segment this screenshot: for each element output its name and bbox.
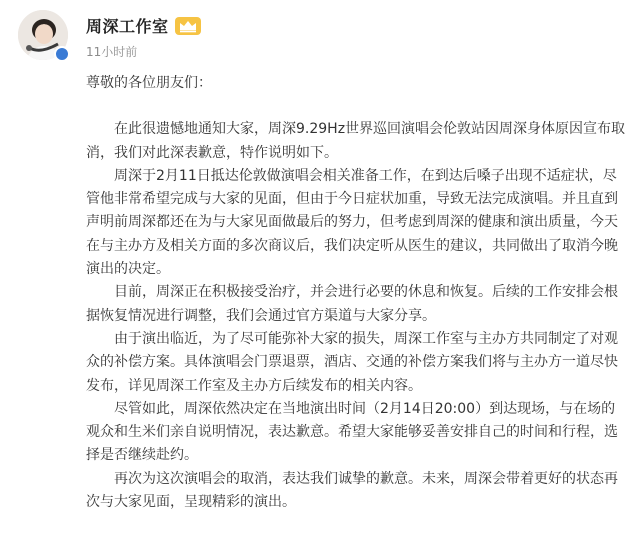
paragraph: 在此很遗憾地通知大家，周深9.29Hz世界巡回演唱会伦敦站因周深身体原因宣布取消，我们对此深表歉意，特作说明如下。 xyxy=(86,121,626,161)
post-content xyxy=(86,72,626,514)
paragraph: 尽管如此，周深依然决定在当地演出时间（2月14日20:00）到达现场，与在场的观众和生米们亲自说明情况，表达歉意。希望大家能够妥善安排自己的时间和行程，选择是否继续赴约。 xyxy=(86,400,618,464)
vip-crown-icon[interactable] xyxy=(175,17,201,35)
paragraph: 再次为这次演唱会的取消，表达我们诚挚的歉意。未来，周深会带着更好的状态再次与大家见面，呈现精彩的演出。 xyxy=(86,470,618,511)
author-name[interactable]: 周深工作室 xyxy=(86,17,169,36)
post-header xyxy=(86,14,201,60)
greeting-line: 尊敬的各位朋友们： xyxy=(86,75,212,91)
paragraph: 目前，周深正在积极接受治疗，并会进行必要的休息和恢复。后续的工作安排会根据恢复情况进行调整，我们会通过官方渠道与大家分享。 xyxy=(86,284,618,324)
paragraph: 周深于2月11日抵达伦敦做演唱会相关准备工作，在到达后嗓子出现不适症状，尽管他非常希望完成与大家的见面，但由于今日症状加重，导致无法完成演唱。并且直到声明前周深都还在为与大家见面做最后的努力，但考虑到周深的健康和演出质量，今天在与主办方及相关方面的多次商议后，我们决定听从医生的建议，共同做出了取消今晚演出的决定。 xyxy=(86,167,618,278)
verified-badge-icon xyxy=(54,46,70,62)
paragraph: 由于演出临近，为了尽可能弥补大家的损失，周深工作室与主办方共同制定了对观众的补偿方案。具体演唱会门票退票，酒店、交通的补偿方案我们将与主办方一道尽快发布，详见周深工作室及主办方后续发布的相关内容。 xyxy=(86,330,618,394)
post-timestamp[interactable]: 11小时前 xyxy=(86,45,138,59)
